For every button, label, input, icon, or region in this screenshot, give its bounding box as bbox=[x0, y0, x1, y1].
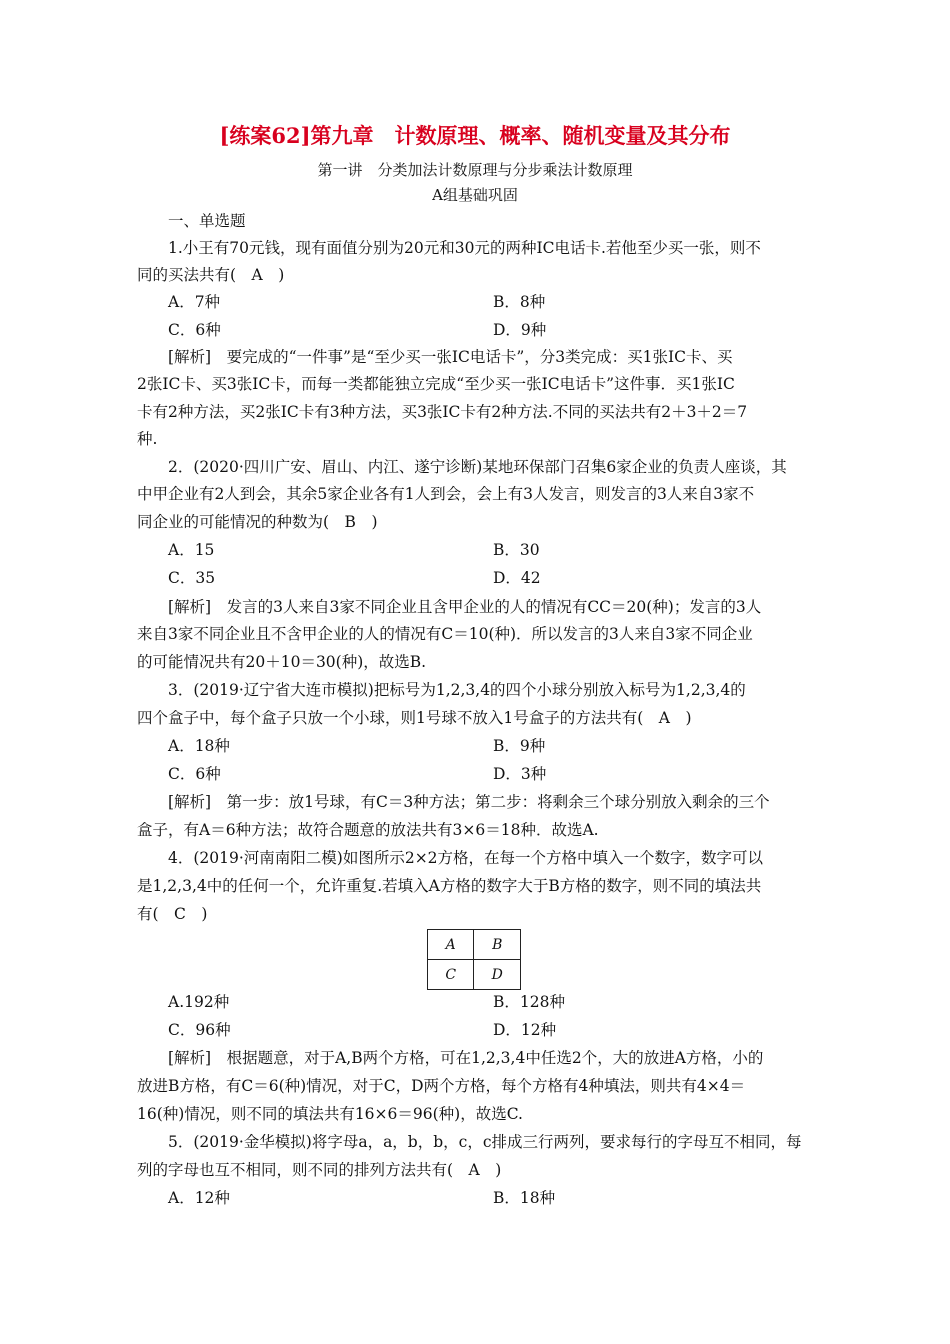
q4-solution-3: 16(种)情况，则不同的填法共有16×6＝96(种)，故选C. bbox=[137, 1105, 523, 1123]
section-heading: 一、单选题 bbox=[168, 212, 246, 230]
q3-solution-1: [解析] 第一步：放1号球，有C＝3种方法；第二步：将剩余三个球分别放入剩余的三个 bbox=[168, 793, 770, 811]
lecture-subtitle: 第一讲 分类加法计数原理与分步乘法计数原理 bbox=[317, 161, 633, 179]
q5-option-b: B．18种 bbox=[493, 1189, 556, 1207]
q2-line-2: 中甲企业有2人到会，其余5家企业各有1人到会，会上有3人发言，则发言的3人来自3家不 bbox=[137, 485, 755, 503]
q1-option-a: A．7种 bbox=[168, 293, 221, 311]
q5-option-a: A．12种 bbox=[168, 1189, 230, 1207]
q1-line-1: 1.小王有70元钱，现有面值分别为20元和30元的两种IC电话卡.若他至少买一张，则不 bbox=[168, 239, 761, 257]
q1-solution-1: [解析] 要完成的“一件事”是“至少买一张IC电话卡”，分3类完成：买1张IC卡、买 bbox=[168, 348, 733, 366]
q3-option-b: B．9种 bbox=[493, 737, 546, 755]
q3-option-c: C．6种 bbox=[168, 765, 221, 783]
q2-solution-3: 的可能情况共有20＋10＝30(种)，故选B. bbox=[137, 653, 427, 671]
grid-cell-d: D bbox=[474, 960, 521, 990]
grid-cell-c: C bbox=[428, 960, 474, 990]
q4-solution-2: 放进B方格，有C＝6(种)情况，对于C，D两个方格，每个方格有4种填法，则共有4×4＝ bbox=[137, 1077, 746, 1095]
q4-option-a: A.192种 bbox=[168, 993, 230, 1011]
q3-option-d: D．3种 bbox=[493, 765, 547, 783]
grid-cell-b: B bbox=[474, 930, 521, 960]
grid-cell-a: A bbox=[428, 930, 474, 960]
q3-line-2: 四个盒子中，每个盒子只放一个小球，则1号球不放入1号盒子的方法共有( A ) bbox=[137, 709, 692, 727]
q4-line-2: 是1,2,3,4中的任何一个，允许重复.若填入A方格的数字大于B方格的数字，则不同的填法共 bbox=[137, 877, 762, 895]
q4-option-c: C．96种 bbox=[168, 1021, 231, 1039]
q4-solution-1: [解析] 根据题意，对于A,B两个方格，可在1,2,3,4中任选2个，大的放进A方格，小的 bbox=[168, 1049, 764, 1067]
q2-option-b: B．30 bbox=[493, 541, 540, 559]
q3-solution-2: 盒子，有A＝6种方法；故符合题意的放法共有3×6＝18种．故选A. bbox=[137, 821, 599, 839]
group-label: A组基础巩固 bbox=[432, 186, 518, 204]
q5-line-1: 5．(2019·金华模拟)将字母a，a，b，b，c，c排成三行两列，要求每行的字母互不相同，每 bbox=[168, 1133, 802, 1151]
q2-line-3: 同企业的可能情况的种数为( B ) bbox=[137, 513, 378, 531]
q2-option-d: D．42 bbox=[493, 569, 541, 587]
q2-line-1: 2．(2020·四川广安、眉山、内江、遂宁诊断)某地环保部门召集6家企业的负责人座谈，其 bbox=[168, 458, 787, 476]
q2-option-c: C．35 bbox=[168, 569, 216, 587]
q1-solution-2: 2张IC卡、买3张IC卡，而每一类都能独立完成“至少买一张IC电话卡”这件事．买1张IC bbox=[137, 375, 735, 393]
q2-option-a: A．15 bbox=[168, 541, 215, 559]
q1-option-d: D．9种 bbox=[493, 321, 547, 339]
q2-solution-1: [解析] 发言的3人来自3家不同企业且含甲企业的人的情况有CC＝20(种)；发言的3人 bbox=[168, 598, 762, 616]
q1-solution-3: 卡有2种方法，买2张IC卡有3种方法，买3张IC卡有2种方法.不同的买法共有2＋3＋2＝7 bbox=[137, 403, 748, 421]
q4-option-d: D．12种 bbox=[493, 1021, 557, 1039]
chapter-title: [练案62]第九章 计数原理、概率、随机变量及其分布 bbox=[219, 123, 731, 148]
q4-line-3: 有( C ) bbox=[137, 905, 208, 923]
q1-solution-4: 种. bbox=[137, 430, 158, 448]
q2-solution-2: 来自3家不同企业且不含甲企业的人的情况有C＝10(种)．所以发言的3人来自3家不同企业 bbox=[137, 625, 753, 643]
q5-line-2: 列的字母也互不相同，则不同的排列方法共有( A ) bbox=[137, 1161, 502, 1179]
q1-line-2: 同的买法共有( A ) bbox=[137, 266, 285, 284]
q4-option-b: B．128种 bbox=[493, 993, 565, 1011]
q1-option-b: B．8种 bbox=[493, 293, 546, 311]
q4-line-1: 4．(2019·河南南阳二模)如图所示2×2方格，在每一个方格中填入一个数字，数字可以 bbox=[168, 849, 764, 867]
q3-option-a: A．18种 bbox=[168, 737, 230, 755]
q1-option-c: C．6种 bbox=[168, 321, 221, 339]
grid-figure bbox=[427, 929, 521, 990]
q3-line-1: 3．(2019·辽宁省大连市模拟)把标号为1,2,3,4的四个小球分别放入标号为1,2,3,4的 bbox=[168, 681, 746, 699]
